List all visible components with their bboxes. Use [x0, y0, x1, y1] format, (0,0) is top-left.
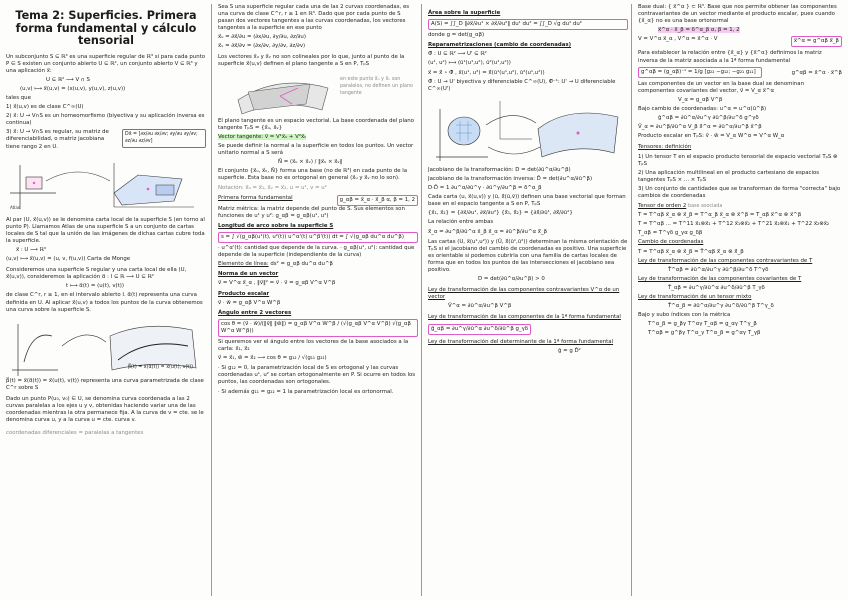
coordinate-curves-para: Dado un punto P(u₀, v₀) ∈ U, se denomina curva coordenada a las 2 curvas paralelas a los ejes u y v, obtenidas haciendo variar una de las coordenadas mientras la otra permanece fija. A la curva de v = cte. se le denomina curva u, y a la curva u = cte. curva v. — [6, 395, 204, 424]
raise-eq-1: T^α_β = g_βγ T^αγ T_αβ = g_αγ T^γ_β — [648, 321, 757, 328]
orientation-eq: D = det(∂ū^α/∂u^β) > 0 — [478, 276, 545, 283]
arc-title: Longitud de arco sobre la superficie S — [218, 222, 334, 229]
line-element-title: Elemento de línea: — [218, 261, 269, 268]
param-para: Consideremos una superficie S regular y una carta local de ella (U, x⃗(u,v)), consideremos la aplicación α⃗ : I ⊆ ℝ ⟶ U ⊆ ℝ² — [6, 267, 187, 281]
reparam-figure — [428, 95, 628, 165]
jacobian-inverse: Jacobiano de la transformación inversa: D̄ = det(∂u^α/∂ū^β) — [428, 175, 593, 182]
base-eq: {x⃗₁, x⃗₂} = {∂x⃗/∂u¹, ∂x⃗/∂u²} {x̄⃗₁, x̄⃗₂} = {∂x̄⃗/∂ū¹, ∂x̄⃗/∂ū²} — [428, 210, 573, 217]
area-where: donde g = det(g_αβ) — [428, 32, 485, 39]
map-line-2: (u,v) ⟼ x⃗(u,v) = (x(u,v), y(u,v), z(u,v)) — [20, 85, 126, 92]
ley-contravariant-title: Ley de transformación de las componentes contravariantes V^α de un vector — [428, 287, 620, 301]
arc-length-box: s = ∫ √(g_αβ(u¹(t), u²(t)) u^α'(t) u^β'(t)) dt = ∫ √(g_αβ du^α du^β) — [218, 232, 418, 243]
dual-eq-2: V⃗ = V^α x⃗_α , V^α = x⃗^α · V⃗ — [638, 36, 718, 43]
column-1 — [6, 4, 206, 596]
tensor-def-2: 2) Una aplicación multilineal en el producto cartesiano de espacios tangentes TₚS × ... × TₚS — [638, 169, 820, 183]
figure-note: en este punto x⃗ᵤ y x⃗ᵥ son paralelos, no definen un plano tangente — [340, 76, 413, 96]
change-eq-1: ḡ^αβ = ∂ū^α/∂u^γ ∂ū^β/∂u^δ g^γδ — [658, 115, 759, 122]
column-4 — [638, 4, 842, 596]
monge-line-1: x⃗ : U ⟶ ℝ³ — [16, 247, 46, 253]
ley-det-title: Ley de transformación del determinante de la 1ª forma fundamental — [428, 338, 614, 345]
ley-cov-eq: T̄_αβ = ∂u^γ/∂ū^α ∂u^δ/∂ū^β T_γδ — [668, 284, 765, 291]
ley-first-form-title: Ley de transformación de las componentes de la 1ª forma fundamental — [428, 314, 621, 321]
order-eq-1: T = T^αβ x⃗_α ⊗ x⃗_β = T^α_β x⃗_α ⊗ x⃗^β = T_αβ x⃗^α ⊗ x⃗^β — [638, 212, 802, 219]
angle-box: cos θ = (v⃗ · w⃗)/(‖v⃗‖ ‖w⃗‖) = g_αβ V^α W^β / (√(g_αβ V^α V^β) √(g_αβ W^α W^β)) — [218, 319, 418, 337]
page-title: Tema 2: Superficies. Primera forma fundamental y cálculo tensorial — [15, 9, 197, 47]
scalar-eq: v⃗ · w⃗ = g_αβ V^α W^β — [218, 299, 281, 306]
column-divider — [421, 4, 422, 596]
atlas-label: Atlas — [10, 204, 20, 210]
footer-note: coordenadas diferenciales = paralelas a tangentes — [6, 430, 144, 437]
intro-text: Sea S una superficie regular cada una de las 2 curvas coordenadas, es una curva de clase C^r, r ≥ 1 en ℝ³. Dado que por cada punto de S pasan dos vectores tangentes a las curvas coordenadas, los vectores tangentes a la superficie en ese punto — [218, 4, 410, 32]
notation: Notación: x⃗ᵤ = x⃗₁, x⃗ᵥ = x⃗₂, u = u¹, v = u² — [218, 184, 327, 191]
change-eq-2: V̄_α = ∂u^β/∂ū^α V_β x̄⃗^α = ∂ū^α/∂u^β x⃗^β — [638, 124, 762, 131]
angle-para-2: v⃗ = x⃗₁, w⃗ = x⃗₂ ⟶ cos θ = g₁₂ / √(g₁₁ g₂₂) — [218, 355, 327, 362]
intro-text: Un subconjunto S ⊆ ℝ³ es una superficie regular de ℝ³ si para cada punto P ∈ S existen un conjunto abierto U ⊆ ℝ², un conjunto abierto V ⊆ ℝ³ y una aplicación x⃗: — [6, 53, 206, 74]
reparam-title: Reparametrizaciones (cambio de coordenadas) — [428, 42, 572, 49]
tensor-title: Tensores: definición — [638, 144, 692, 151]
ley-contra-eq: T̄^αβ = ∂ū^α/∂u^γ ∂ū^β/∂u^δ T^γδ — [668, 266, 769, 273]
change-title: Bajo cambio de coordenadas: u^α = u^α(ū^β) — [638, 106, 767, 113]
order-eq-3: T_αβ = T^γδ g_γα g_δβ — [638, 230, 703, 237]
ley-mixto-eq: T̄^α_β = ∂ū^α/∂u^γ ∂u^δ/∂ū^β T^γ_δ — [668, 303, 774, 310]
independence-para: Los vectores x⃗ᵤ y x⃗ᵥ no son colineales por lo que, junto al punto de la superficie x⃗(u,v) definen el plano tangente a S en P, TₚS — [218, 53, 405, 67]
param-curve: β⃗(t) = x⃗(α⃗(t)) = x⃗(u(t), v(t)) representa una curva parametrizada de clase C^r sobre S — [6, 377, 204, 391]
line-element-eq: ds² = g_αβ du^α du^β — [270, 261, 333, 268]
order-eq-2: T = T^αβ ... = T^11 x⃗₁⊗x⃗₁ + T^12 x⃗₁⊗x⃗₂ + T^21 x⃗₂⊗x⃗₁ + T^22 x⃗₂⊗x⃗₂ — [638, 221, 830, 228]
bullet-orthogonal: · Si g₁₂ = 0, la parametrización local de S es ortogonal y las curvas coordenadas u¹, u² se cortan ortogonalmente en P. Si ocurre en todos los puntos, las coordenadas son ortogonales. — [218, 365, 416, 386]
first-form-box: g_αβ = x⃗_α · x⃗_β α, β = 1, 2 — [337, 195, 418, 206]
ley-cov-title: Ley de transformación de las componentes covariantes de T — [638, 275, 802, 282]
order-title: Tensor de orden 2 — [638, 203, 687, 210]
order-note: base asociada — [688, 204, 723, 210]
orientation-para: Las cartas (U, x⃗(u¹,u²)) y (Ū, x̄⃗(ū¹,ū²)) determinan la misma orientación de TₚS si el jacobiano del cambio de coordenadas es positivo. Una superficie es orientable si podemos cubrirla con una familia de cartas locales de forma que en todos los puntos de las intersecciones el jacobiano sea positivo. — [428, 238, 628, 273]
condition-3: 3) x⃗: U → V∩S es regular, su matriz de diferenciabilidad, o matriz jacobiana tiene rango 2 en U. — [6, 129, 109, 150]
norm-eq: v⃗ = V^α x⃗_α , ‖v⃗‖² = v⃗ · v⃗ = g_αβ V^α V^β — [218, 280, 336, 287]
reparam-line-4: Φ⃗ : U → U' biyectiva y diferenciable C^∞(U), Φ⃗⁻¹: U' → U diferenciable C^∞(U') — [428, 78, 616, 92]
base-para: Cada carta (u, x⃗(u,v)) y (ū, x̄⃗(ū,v̄)) definen una base vectorial que forman base en el espacio tangente a S en P, TₚS — [428, 194, 626, 208]
metric-para: Matriz métrica: la matriz depende del punto de S. Sus elementos son funciones de u¹ y u²: g_αβ = g_αβ(u¹, u²) — [218, 205, 405, 219]
xv-def: x⃗ᵥ = ∂x⃗/∂v = (∂x/∂v, ∂y/∂v, ∂z/∂v) — [218, 43, 306, 50]
jacobian-text: Jacobiano de la transformación: D = det(∂ū^α/∂u^β) — [428, 166, 571, 173]
carta-atlas-para: Al par (U, x⃗(u,v)) se le denomina carta local de la superficie S (en torno al punto P). Llamamos Atlas de una superficie S a un conjunto de cartas locales de S tal que la unión de las imágenes de dichas cartas cubre toda la superficie. — [6, 216, 205, 244]
reparam-line-3: x⃗ = x̄⃗ ∘ Φ⃗ , x⃗(u¹, u²) = x̄⃗(ū¹(u¹,u²), ū²(u¹,u²)) — [428, 69, 545, 76]
bullet-orthonormal: · Si además g₁₁ = g₂₂ = 1 la parametrización local es ortonormal. — [218, 388, 394, 395]
normal-eq: N⃗ = (x⃗ᵤ × x⃗ᵥ) / ‖x⃗ᵤ × x⃗ᵥ‖ — [278, 159, 343, 166]
triedro-para: El conjunto {x⃗ᵤ, x⃗ᵥ, N⃗} forma una base (no de ℝ³) en cada punto de la superficie. Esta base no es ortogonal en general (x⃗ᵤ y x⃗ᵥ no lo son). — [218, 168, 408, 182]
covariant-para: Las componentes de un vector en la base dual se denominan componentes covariantes del vector, v⃗ = V_α x⃗^α — [638, 80, 805, 94]
scalar-tp-eq: v⃗ · w⃗ = V_α W^α = V^α W_α — [705, 133, 785, 140]
tangent-vector: Vector tangente: v⃗ = V¹x⃗ᵤ + V²x⃗ᵥ — [218, 133, 307, 140]
column-divider — [631, 4, 632, 596]
scalar-title: Producto escalar — [218, 290, 270, 297]
column-divider — [211, 4, 212, 596]
dual-eq-3: x⃗^α = g^αβ x⃗_β — [791, 36, 842, 47]
dual-intro: Base dual: { x⃗^α } ⊂ ℝ³. Base que nos permite obtener las componentes contravariantes de un vector mediante el producto escalar, pues cuando {x⃗_α} no es una base ortonormal — [638, 4, 837, 25]
angle-title: Ángulo entre 2 vectores — [218, 309, 292, 316]
arc-notes: · u^α'(t): cantidad que depende de la curva. · g_αβ(u¹, u²): cantidad que depende de la superficie (independiente de la curva) — [218, 245, 415, 259]
jacobian-matrix: Dx⃗ = [∂x/∂u ∂x/∂v; ∂y/∂u ∂y/∂v; ∂z/∂u ∂z/∂v] — [122, 129, 206, 147]
param-map: t ⟼ α⃗(t) = (u(t), v(t)) — [66, 283, 124, 290]
condition-1: 1) x⃗(u,v) es de clase C^∞(U) — [6, 104, 84, 111]
first-form-title: Primera forma fundamental — [218, 194, 293, 201]
ley-contra-title: Ley de transformación de las componentes contravariantes de T — [638, 257, 813, 264]
condition-2: 2) x⃗: U → V∩S es un homeomorfismo (biyectiva y su aplicación inversa es continua) — [6, 113, 205, 127]
plane-para: El plano tangente es un espacio vectorial. La base coordenada del plano tangente TₚS = {x⃗ᵤ, x⃗ᵥ} — [218, 117, 414, 131]
monge-line-2: (u,v) ⟼ x⃗(u,v) = (u, v, f(u,v)) Carta de Monge — [6, 256, 131, 263]
area-box: A(S) = ∫∫_D ‖∂x⃗/∂u¹ × ∂x⃗/∂u²‖ du¹ du² = ∫∫_D √g du¹ du² — [428, 19, 628, 30]
tensor-def-3: 3) Un conjunto de cantidades que se transforman de forma "correcta" bajo cambios de coordenadas — [638, 185, 841, 199]
inverse-para: Para establecer la relación entre {x⃗_α} y {x⃗^α} definimos la matriz inversa de la matriz asociada a la 1ª forma fundamental — [638, 50, 822, 64]
norm-title: Norma de un vector — [218, 271, 279, 278]
ley-first-form-box: ḡ_αβ = ∂u^γ/∂ū^α ∂u^δ/∂ū^β g_γδ — [428, 324, 531, 335]
area-title: Área sobre la superficie — [428, 10, 501, 16]
change-basis-title: Cambio de coordenadas — [638, 239, 704, 246]
tales-que: tales que — [6, 94, 31, 101]
curve-label: β⃗(t) = x⃗(α⃗(t)) = x⃗(u(t), v(t)) — [128, 364, 193, 370]
relation-title: La relación entre ambas — [428, 219, 494, 226]
map-line-1: U ⊆ ℝ² ⟶ V ∩ S — [46, 76, 90, 83]
covariant-eq: V_α = g_αβ V^β — [678, 96, 723, 103]
ley-contravariant-eq: V̄^α = ∂ū^α/∂u^β V^β — [448, 303, 512, 310]
angle-para: Si queremos ver el ángulo entre los vectores de la base asociados a la carta: x⃗₁, x⃗₂ — [218, 339, 409, 353]
reparam-line-1: Φ⃗ : U ⊆ ℝ² ⟶ U' ⊆ ℝ² — [428, 51, 487, 58]
reparam-line-2: (u¹, u²) ⟼ (ū¹(u¹,u²), ū²(u¹,u²)) — [428, 60, 511, 67]
normal-para: Se puede definir la normal a la superficie en todos los puntos. Un vector unitario normal a S será — [218, 143, 414, 157]
change-basis-eq: T = T^αβ x⃗_α ⊗ x⃗_β = T̄^αβ x̄⃗_α ⊗ x̄⃗_β — [638, 248, 744, 255]
param-para-2: de clase C^r, r ≥ 1, en el intervalo abierto I. α⃗(t) representa una curva definida en U. Al aplicar x⃗(u,v) a todos los puntos de la curva obtenemos una curva sobre la superficie S. — [6, 292, 203, 313]
jacobian-relation: D·D̄ = 1 ∂u^α/∂ū^γ · ∂ū^γ/∂u^β = δ^α_β — [428, 185, 542, 192]
chart-diagram-figure — [6, 157, 204, 213]
dual-eq-4: g^αβ = x⃗^α · x⃗^β — [791, 69, 842, 76]
ley-det-eq: ḡ = g D̄² — [558, 347, 581, 354]
ley-mixto-title: Ley de transformación de un tensor mixto — [638, 294, 752, 300]
raise-eq-2: T^αβ = g^βγ T^α_γ T^α_β = g^αγ T_γβ — [648, 330, 761, 337]
xu-def: x⃗ᵤ = ∂x⃗/∂u = (∂x/∂u, ∂y/∂u, ∂z/∂u) — [218, 34, 306, 41]
relation-eq: x̄⃗_α = ∂u^β/∂ū^α x⃗_β x⃗_α = ∂ū^β/∂u^α x̄⃗_β — [428, 228, 548, 235]
dual-eq-1: x⃗^α · x⃗_β = δ^α_β α, β = 1, 2 — [658, 27, 740, 34]
scalar-tp-title: Producto escalar en TₚS: — [638, 133, 704, 140]
column-3 — [428, 4, 628, 596]
column-2 — [218, 4, 418, 596]
raise-title: Bajo y subo índices con la métrica — [638, 312, 731, 319]
inverse-box: g^αβ = (g_αβ)⁻¹ = 1/g [g₂₂ −g₁₂; −g₂₁ g₁₁] — [638, 67, 762, 78]
tensor-def-1: 1) Un tensor T en el espacio producto tensorial de espacio vectorial TₚS ⊗ TₚS — [638, 153, 838, 167]
